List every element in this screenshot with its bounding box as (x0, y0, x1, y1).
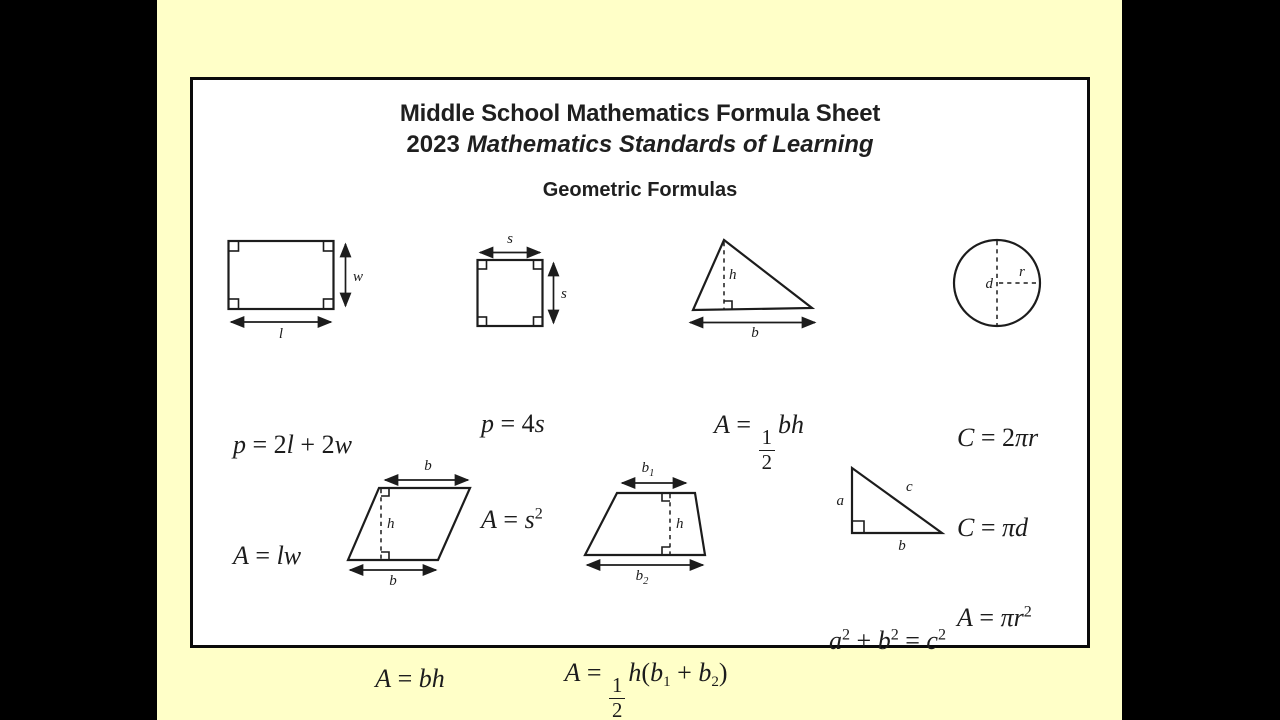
base-label: b (751, 325, 759, 341)
trapezoid-shape (572, 458, 720, 588)
triangle-area-formula: A = $\frac{1}{2}$ bh (714, 410, 804, 474)
width-label: w (353, 269, 364, 285)
leg-b-label: b (898, 538, 906, 554)
parallelogram-outline (348, 488, 470, 560)
square-formulas (481, 344, 545, 600)
page-subtitle (193, 131, 1087, 159)
diameter-label: d (985, 276, 993, 292)
right-angle-mark (478, 260, 487, 269)
square-figure (468, 228, 583, 346)
radius-label: r (1019, 264, 1025, 280)
right-angle-mark (534, 317, 543, 326)
rectangle-figure (225, 233, 375, 343)
trapezoid-area-formula: A = $\frac{1}{2}$ $h(b_1 + b_2)$ (564, 658, 728, 720)
base-top-label: b (424, 458, 432, 474)
rectangle-shape (225, 233, 375, 343)
circle-formulas (957, 363, 1038, 693)
right-angle-mark (852, 521, 864, 533)
pythagorean-formula: $a^2 + b^2 = c^2$ (828, 626, 947, 655)
right-triangle-outline (852, 468, 942, 533)
page-title: Middle School Mathematics Formula Sheet (399, 100, 881, 127)
circle-circumference-d-formula: C = πd (957, 513, 1029, 542)
trapezoid-figure (572, 458, 720, 588)
circle-circumference-r-formula: C = 2πr (957, 423, 1039, 452)
right-angle-mark (229, 299, 239, 309)
right-triangle-formulas (810, 566, 965, 716)
height-label: h (676, 516, 684, 532)
right-angle-mark (534, 260, 543, 269)
right-angle-mark (478, 317, 487, 326)
triangle-outline (693, 240, 812, 310)
square-area-formula: $A = s^2$ (481, 505, 543, 534)
right-triangle-figure (818, 453, 966, 561)
letterbox-left (0, 0, 157, 720)
right-angle-mark (324, 299, 334, 309)
right-angle-mark (324, 241, 334, 251)
right-angle-mark (381, 488, 389, 496)
height-label: h (729, 267, 737, 283)
parallelogram-formulas (355, 604, 465, 720)
rectangle-outline (229, 241, 334, 309)
side-right-label: s (561, 286, 567, 302)
square-perimeter-formula: p = 4s (481, 409, 545, 438)
triangle-figure (682, 233, 822, 339)
height-label: h (387, 516, 395, 532)
parallelogram-area-formula: A = bh (375, 664, 445, 693)
circle-area-formula: $A = \pi r^2$ (957, 603, 1032, 632)
subtitle-year: 2023 (406, 131, 460, 158)
triangle-shape (682, 233, 822, 339)
right-angle-mark (662, 493, 670, 501)
rectangle-formulas (233, 352, 352, 648)
subtitle-standards: Mathematics Standards of Learning (466, 131, 874, 158)
letterbox-right (1122, 0, 1280, 720)
circle-shape (950, 235, 1050, 331)
side-top-label: s (507, 231, 513, 247)
base2-label: $b_2$ (635, 568, 649, 587)
parallelogram-shape (338, 458, 486, 588)
leg-a-label: a (836, 493, 844, 509)
rectangle-area-formula: A = lw (233, 541, 302, 570)
length-label: l (278, 326, 284, 342)
base1-label: $b_1$ (641, 460, 655, 479)
right-angle-mark (381, 552, 389, 560)
right-angle-mark (229, 241, 239, 251)
circle-figure (950, 235, 1050, 331)
trapezoid-outline (585, 493, 705, 555)
parallelogram-figure (338, 458, 486, 588)
base-bottom-label: b (389, 573, 397, 589)
section-heading: Geometric Formulas (542, 179, 738, 201)
rectangle-perimeter-formula: p = 2l + 2w (233, 430, 352, 459)
trapezoid-formulas (556, 598, 736, 720)
right-angle-mark (662, 547, 670, 555)
right-angle-mark (724, 301, 732, 309)
right-triangle-shape (818, 453, 966, 561)
hypotenuse-label: c (906, 479, 913, 495)
square-outline (478, 260, 543, 326)
square-shape (468, 228, 583, 346)
